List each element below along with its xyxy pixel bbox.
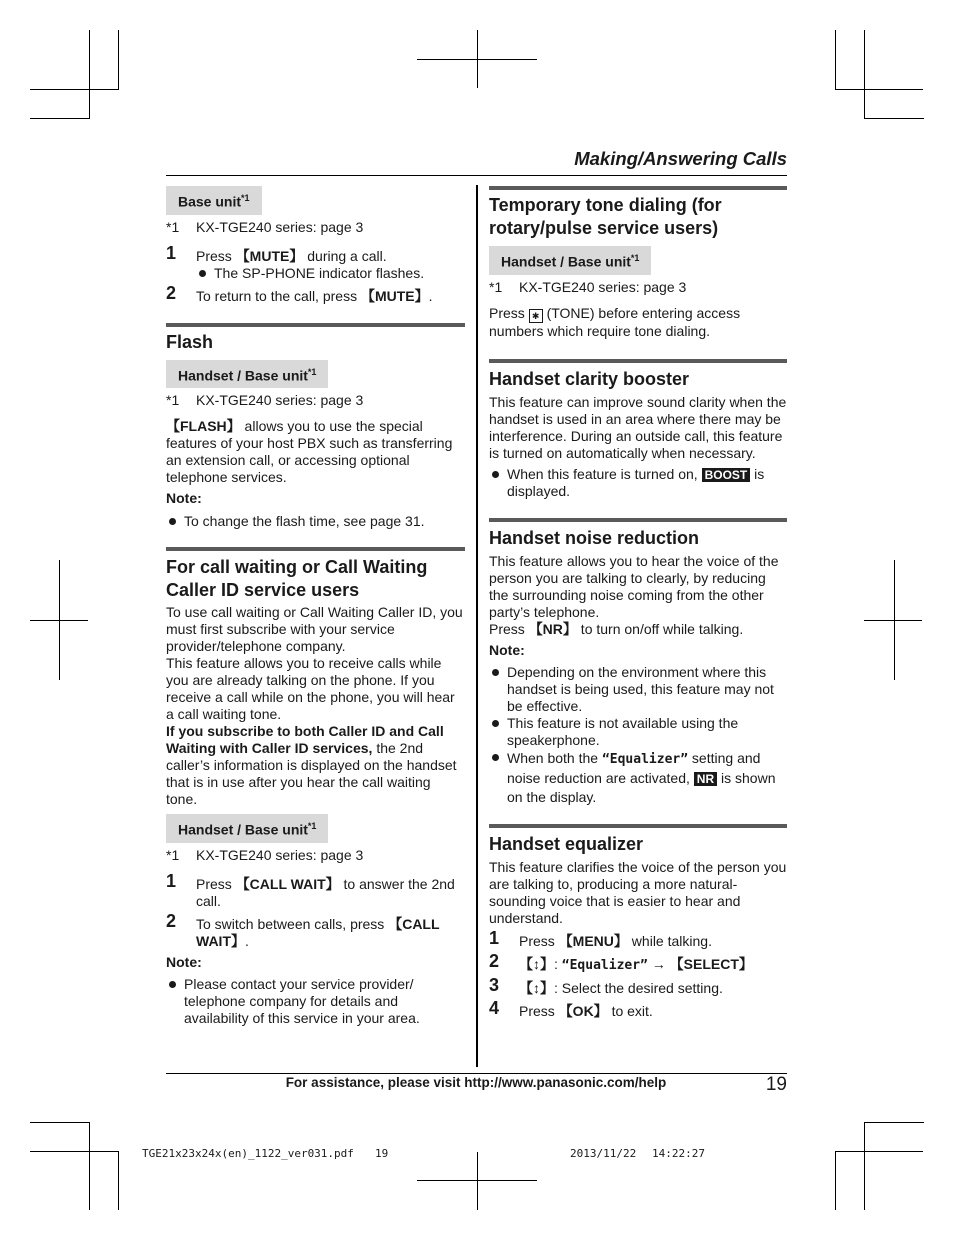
crop-mark — [417, 1180, 537, 1181]
print-time: 14:22:27 — [652, 1147, 705, 1160]
flash-heading: Flash — [166, 331, 214, 352]
section-rule — [489, 186, 787, 190]
note-label: Note: — [489, 641, 525, 658]
print-filename: TGE21x23x24x(en)_1122_ver031.pdf — [142, 1147, 354, 1160]
footer-rule — [166, 1073, 787, 1074]
tone-dialing-heading: Temporary tone dialing (for rotary/pulse service users) — [489, 195, 722, 238]
step-2: 2 To switch between calls, press 【CALL WAIT】. — [166, 910, 440, 949]
footnote: *1 KX-TGE240 series: page 3 — [166, 218, 364, 235]
right-column — [489, 186, 787, 1020]
step-2: 2 【↕】: “Equalizer” → 【SELECT】 — [489, 950, 753, 973]
noise-reduction-heading: Handset noise reduction — [489, 527, 700, 548]
header-rule — [166, 175, 787, 176]
footnote: *1 KX-TGE240 series: page 3 — [489, 278, 687, 295]
base-unit-tag: Base unit$^{*1}$ — [166, 186, 262, 215]
paragraph: This feature allows you to receive calls while you are already talking on the phone. If you receive a call while on the phone, you will hear a call waiting tone. — [166, 655, 455, 723]
tone-key-icon: ✱ — [529, 309, 543, 323]
handset-base-tag: Handset / Base unit$^{*1}$ — [166, 814, 328, 843]
crop-mark — [30, 118, 90, 119]
bullet: Please contact your service provider/ telephone company for details and availability of this service in your area. — [166, 976, 465, 1027]
paragraph: If you subscribe to both Caller ID and Call Waiting with Caller ID services, the 2nd caller’s information is displayed on the handset that is in use after you hear the call waiting tone. — [166, 723, 457, 808]
crop-mark — [30, 89, 118, 90]
handset-base-tag: Handset / Base unit$^{*1}$ — [489, 246, 651, 275]
call-waiting-heading: For call waiting or Call Waiting Caller ID service users — [166, 557, 428, 601]
boost-display-icon: BOOST — [702, 468, 751, 482]
ok-key: 【OK】 — [558, 1002, 608, 1019]
clarity-booster-heading: Handset clarity booster — [489, 368, 690, 389]
bullet: The SP-PHONE indicator flashes. — [196, 265, 465, 282]
crop-mark — [89, 30, 90, 118]
crop-mark — [30, 1122, 90, 1123]
call-wait-key: 【CALL WAIT】 — [196, 915, 440, 949]
crop-mark — [864, 30, 865, 118]
left-column — [166, 186, 465, 1027]
bullet: This feature is not available using the speakerphone. — [489, 715, 787, 749]
step-1: 1 Press 【CALL WAIT】 to answer the 2nd call. — [166, 870, 455, 909]
page-header-title: Making/Answering Calls — [574, 148, 787, 169]
crop-mark — [864, 1122, 924, 1123]
handset-base-tag: Handset / Base unit$^{*1}$ — [166, 360, 328, 389]
step-2: 2 To return to the call, press 【MUTE】. — [166, 282, 433, 304]
crop-mark — [30, 1151, 118, 1152]
mute-key: 【MUTE】 — [235, 247, 304, 264]
crop-mark — [835, 89, 923, 90]
step-4: 4 Press 【OK】 to exit. — [489, 997, 653, 1019]
step-1: 1 Press 【MUTE】 during a call. The SP-PHONE indicator flashes. — [166, 248, 465, 282]
bullet: Depending on the environment where this handset is being used, this feature may not be effective. — [489, 664, 787, 715]
crop-mark — [89, 1122, 90, 1210]
nav-key: 【↕】 — [519, 955, 554, 972]
paragraph: To use call waiting or Call Waiting Caller ID, you must first subscribe with your service provider/telephone company. — [166, 604, 463, 655]
bullet: To change the flash time, see page 31. — [166, 513, 465, 530]
print-page: 19 — [375, 1147, 389, 1160]
crop-mark — [835, 1151, 923, 1152]
paragraph: This feature allows you to hear the voice of the person you are talking to clearly, by reducing the surrounding noise coming from the other party’s telephone. — [489, 552, 779, 620]
page-number: 19 — [765, 1074, 787, 1095]
menu-key: 【MENU】 — [558, 932, 628, 949]
crop-mark — [30, 620, 88, 621]
flash-body: 【FLASH】 allows you to use the special features of your host PBX such as transferring an extension call, or accessing optional telephone services. — [166, 418, 453, 486]
crop-mark — [417, 59, 537, 60]
footer-help-text: For assistance, please visit http://www.panasonic.com/help — [285, 1075, 667, 1090]
nav-key: 【↕】 — [519, 979, 554, 996]
crop-mark — [864, 118, 924, 119]
select-key: 【SELECT】 — [669, 955, 753, 972]
paragraph: This feature can improve sound clarity when the handset is used in an area where there may be interference. During an outside call, this feature is turned on automatically when necessary. — [489, 393, 787, 461]
paragraph: Press 【NR】 to turn on/off while talking. — [489, 620, 744, 637]
paragraph: This feature clarifies the voice of the person you are talking to, producing a more natural-sounding voice that is easier to hear and understand. — [489, 858, 787, 926]
footnote: *1 KX-TGE240 series: page 3 — [166, 846, 364, 863]
crop-mark — [864, 620, 922, 621]
note-label: Note: — [166, 490, 202, 507]
note-label: Note: — [166, 953, 202, 970]
crop-mark — [477, 1152, 478, 1210]
call-wait-key: 【CALL WAIT】 — [235, 875, 340, 892]
column-divider — [476, 185, 478, 1067]
section-rule — [166, 547, 465, 551]
section-rule — [489, 824, 787, 828]
crop-mark — [864, 1122, 865, 1210]
crop-mark — [118, 30, 119, 90]
tone-body: Press ✱ (TONE) before entering access numbers which require tone dialing. — [489, 304, 741, 339]
flash-key: 【FLASH】 — [166, 418, 241, 435]
step-3: 3 【↕】: Select the desired setting. — [489, 974, 723, 996]
bullet: When this feature is turned on, BOOST is displayed. — [489, 466, 787, 500]
crop-mark — [835, 30, 836, 90]
mute-key: 【MUTE】 — [360, 287, 429, 304]
equalizer-heading: Handset equalizer — [489, 833, 644, 854]
print-date: 2013/11/22 — [570, 1147, 637, 1160]
bullet: When both the “Equalizer” setting and noise reduction are activated, NR is shown on the display. — [489, 749, 787, 807]
crop-mark — [118, 1151, 119, 1210]
nr-display-icon: NR — [694, 772, 717, 786]
section-rule — [166, 323, 465, 327]
step-1: 1 Press 【MENU】 while talking. — [489, 927, 712, 949]
nr-key: 【NR】 — [528, 620, 577, 637]
crop-mark — [835, 1151, 836, 1210]
section-rule — [489, 518, 787, 522]
section-rule — [489, 359, 787, 363]
footnote: *1 KX-TGE240 series: page 3 — [166, 392, 364, 409]
